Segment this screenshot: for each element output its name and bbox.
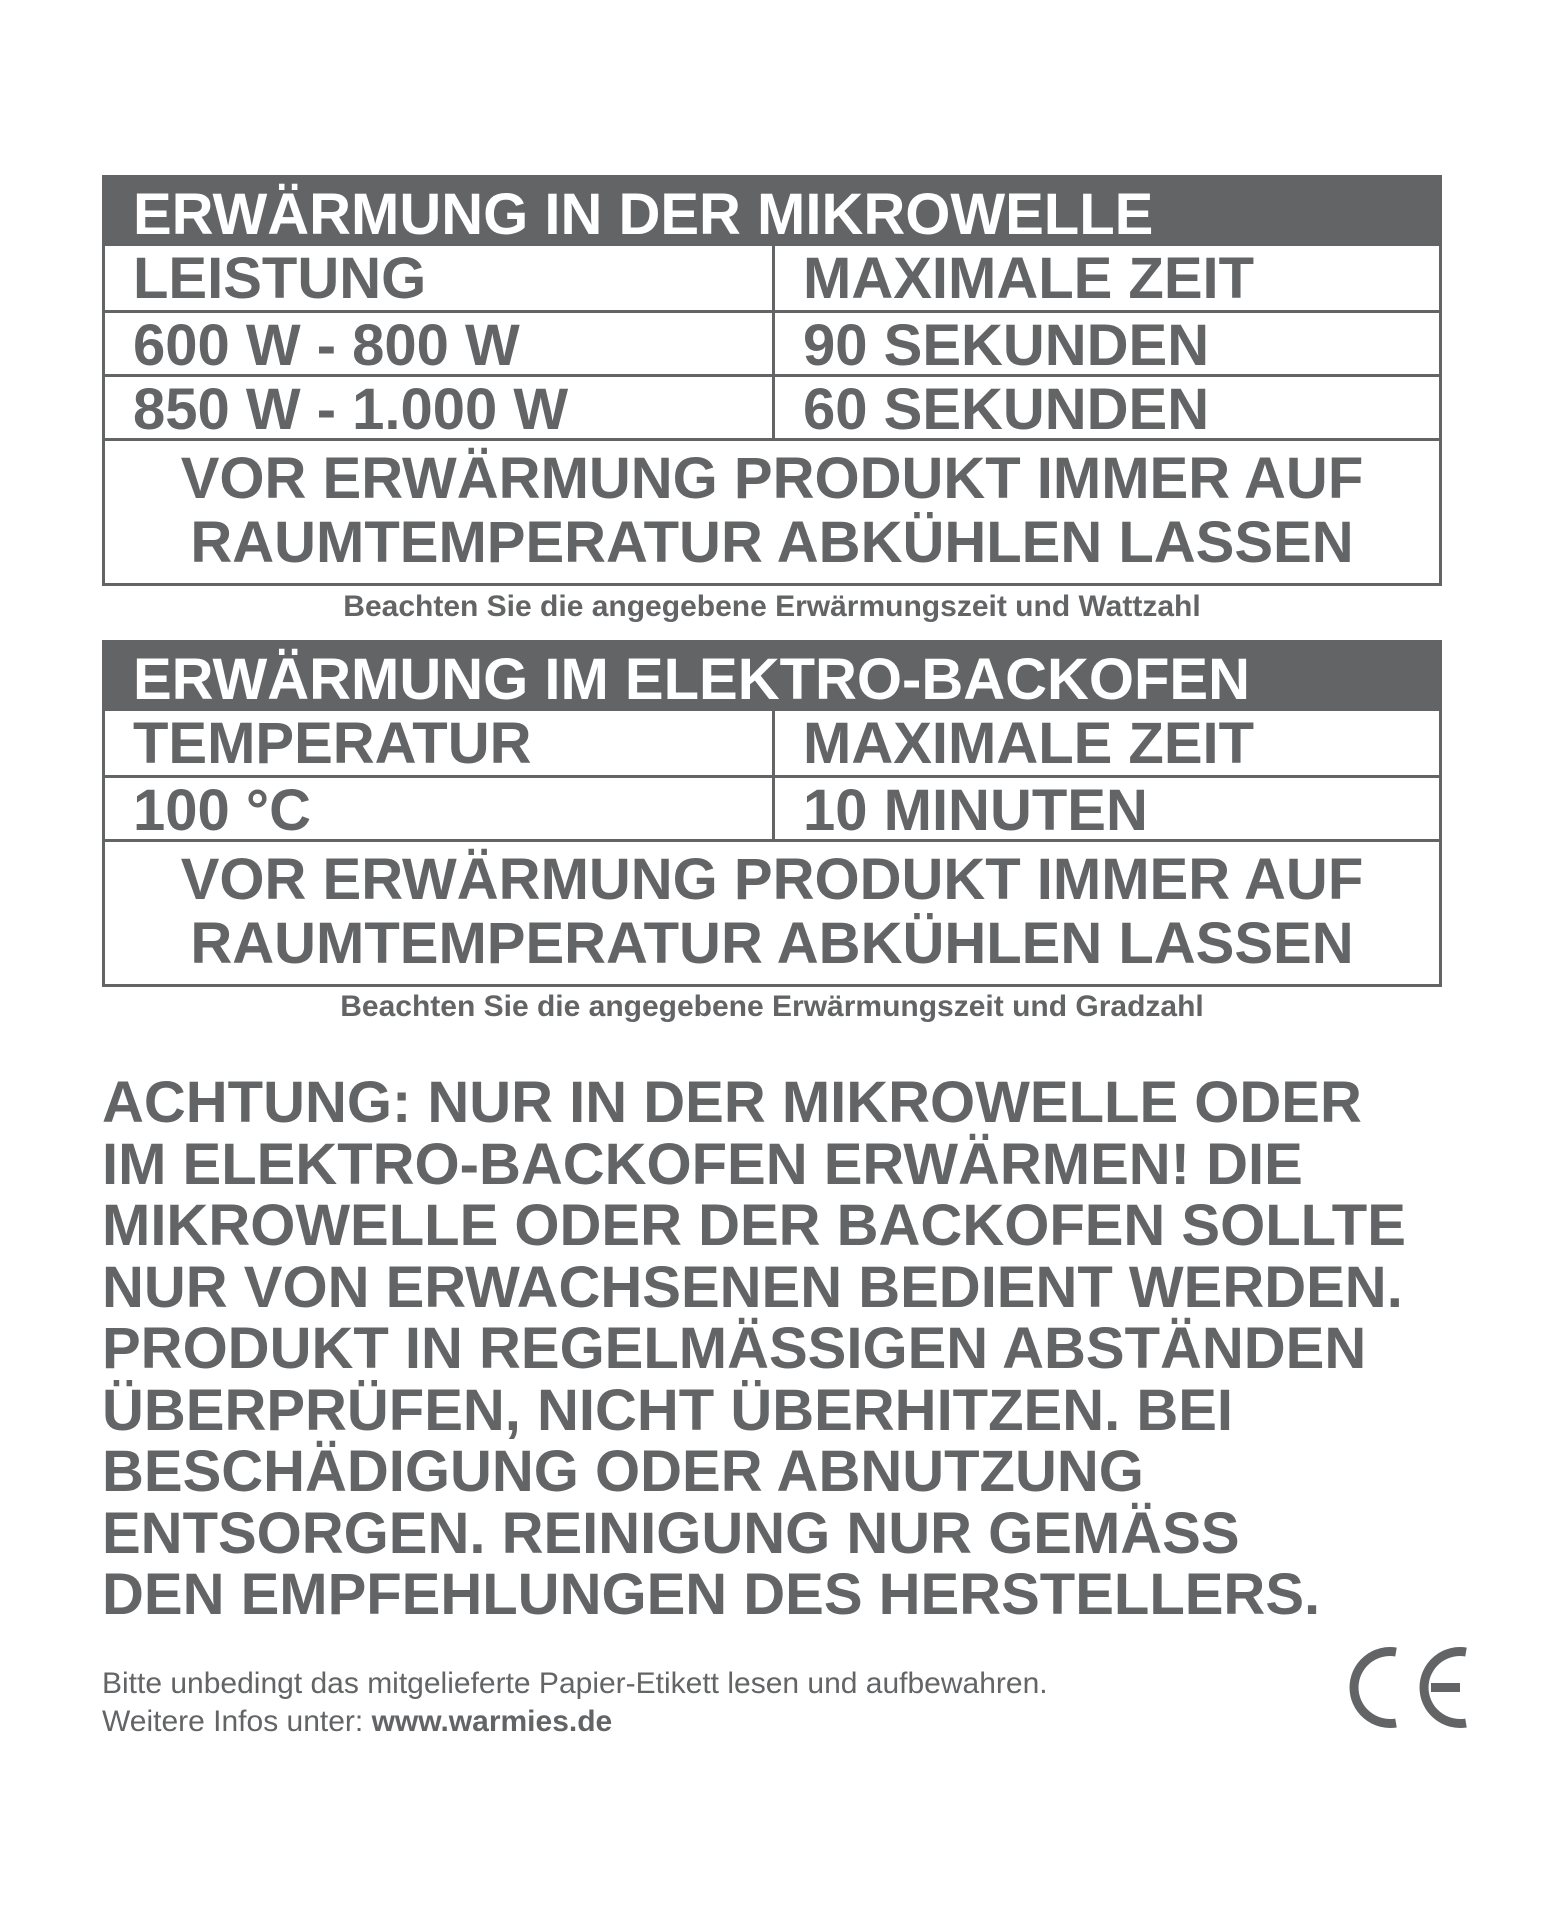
website-link[interactable]: www.warmies.de — [371, 1705, 613, 1738]
microwave-caption: Beachten Sie die angegebene Erwärmungszeit und Wattzahl — [343, 590, 1201, 623]
microwave-cooling-note — [105, 438, 1439, 583]
warning-line: DEN EMPFEHLUNGEN DES HERSTELLERS. — [102, 1562, 1321, 1627]
microwave-header-row — [105, 246, 1439, 310]
oven-table-title: ERWÄRMUNG IM ELEKTRO-BACKOFEN — [105, 643, 1439, 711]
table-row — [105, 310, 1439, 374]
footer-info — [102, 1665, 1048, 1741]
warning-line: MIKROWELLE ODER DER BACKOFEN SOLLTE — [102, 1193, 1406, 1258]
time-value: 60 SEKUNDEN — [803, 377, 1210, 438]
power-value: 600 W - 800 W — [105, 313, 775, 374]
warning-line: PRODUKT IN REGELMÄSSIGEN ABSTÄNDEN — [102, 1316, 1367, 1381]
note-line: RAUMTEMPERATUR ABKÜHLEN LASSEN — [190, 911, 1354, 976]
ce-mark-icon — [1340, 1640, 1470, 1735]
footer-line — [102, 1703, 1048, 1741]
oven-table — [102, 640, 1442, 987]
time-value: 90 SEKUNDEN — [803, 313, 1210, 374]
temperature-value: 100 °C — [105, 778, 775, 839]
footer-line: Bitte unbedingt das mitgelieferte Papier-Etikett lesen und aufbewahren. — [102, 1667, 1048, 1700]
warning-line: BESCHÄDIGUNG ODER ABNUTZUNG — [102, 1439, 1144, 1504]
note-line: VOR ERWÄRMUNG PRODUKT IMMER AUF — [180, 446, 1364, 511]
warning-line: NUR VON ERWACHSENEN BEDIENT WERDEN. — [102, 1254, 1403, 1320]
column-header-max-time: MAXIMALE ZEIT — [803, 711, 1255, 775]
column-header-power: LEISTUNG — [105, 246, 775, 310]
oven-caption: Beachten Sie die angegebene Erwärmungszeit und Gradzahl — [340, 990, 1204, 1023]
footer-prefix: Weitere Infos unter: — [102, 1705, 372, 1738]
microwave-table-title: ERWÄRMUNG IN DER MIKROWELLE — [105, 178, 1439, 246]
table-row — [105, 374, 1439, 438]
oven-cooling-note — [105, 839, 1439, 984]
note-line: VOR ERWÄRMUNG PRODUKT IMMER AUF — [180, 847, 1364, 912]
microwave-table — [102, 175, 1442, 586]
note-line: RAUMTEMPERATUR ABKÜHLEN LASSEN — [190, 510, 1354, 575]
warning-line: ÜBERPRÜFEN, NICHT ÜBERHITZEN. BEI — [102, 1377, 1234, 1443]
warning-text — [102, 1072, 1502, 1626]
warning-line: ACHTUNG: NUR IN DER MIKROWELLE ODER — [102, 1070, 1362, 1135]
column-header-temperature: TEMPERATUR — [105, 711, 775, 775]
time-value: 10 MINUTEN — [803, 778, 1148, 839]
oven-header-row — [105, 711, 1439, 775]
power-value: 850 W - 1.000 W — [105, 377, 775, 438]
column-header-max-time: MAXIMALE ZEIT — [803, 246, 1255, 310]
table-row — [105, 775, 1439, 839]
warning-line: IM ELEKTRO-BACKOFEN ERWÄRMEN! DIE — [102, 1131, 1303, 1197]
warning-line: ENTSORGEN. REINIGUNG NUR GEMÄSS — [102, 1500, 1240, 1566]
